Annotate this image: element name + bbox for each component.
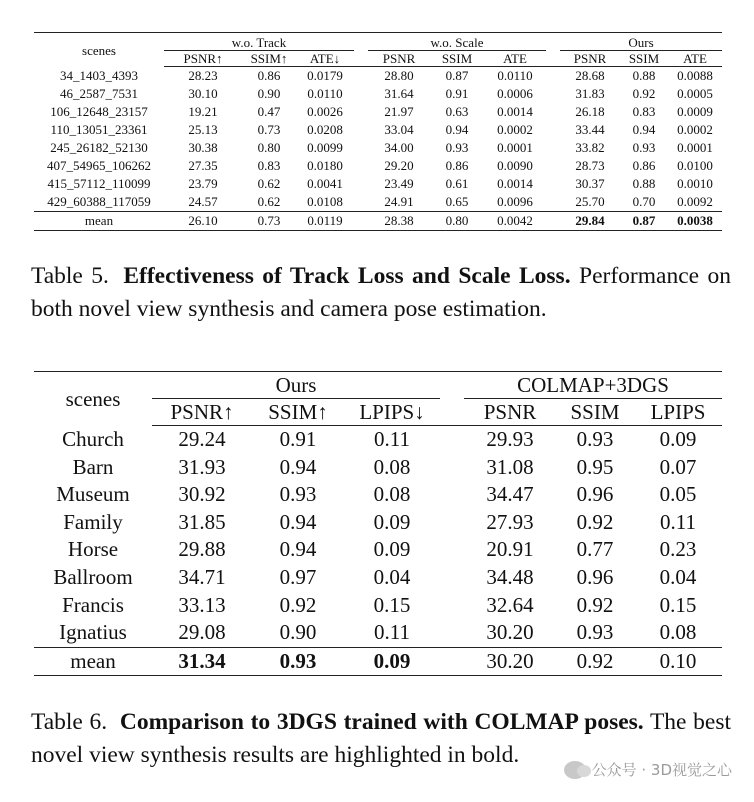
table-cell: 0.91: [279, 427, 317, 451]
table-cell: 0.93: [576, 427, 614, 451]
watermark: [564, 759, 732, 780]
table-cell: 0.09: [373, 537, 411, 562]
table6-mean-row: [34, 647, 722, 676]
table-row: [34, 619, 722, 647]
table-cell: 0.09: [373, 509, 411, 534]
scene-name-cell: Church: [62, 426, 124, 451]
table-cell: 0.93: [576, 620, 614, 645]
table-cell: 0.11: [660, 509, 696, 534]
table-cell: 0.96: [576, 564, 614, 589]
table-cell: 25.70: [575, 194, 605, 209]
table-cell-best: 0.0038: [668, 212, 722, 231]
table-cell: 21.97: [384, 104, 414, 119]
table-cell: 0.70: [632, 194, 656, 209]
table-cell: 28.23: [188, 68, 218, 83]
caption-title: Effectiveness of Track Loss and Scale Loss.: [123, 263, 571, 289]
table-cell: 0.0009: [677, 104, 713, 119]
table5-group-header: w.o. Track: [164, 33, 354, 51]
table-cell: 0.92: [576, 592, 614, 617]
table-cell: 27.93: [486, 509, 534, 534]
table-row: [34, 157, 722, 175]
table6-subheader: LPIPS↓: [344, 399, 440, 426]
table-cell: 0.62: [257, 194, 281, 209]
table-cell-best: 0.87: [620, 212, 668, 231]
caption-label: Table 6.: [31, 709, 108, 735]
table-cell: 0.08: [659, 620, 697, 645]
table-cell: 0.92: [556, 647, 634, 676]
scene-name-cell: 46_2587_7531: [60, 86, 138, 101]
table-cell: 0.0110: [497, 68, 533, 83]
table-cell: 0.94: [279, 509, 317, 534]
table-cell: 0.0088: [677, 68, 713, 83]
table-cell: 0.0010: [677, 176, 713, 191]
table-row: [34, 103, 722, 121]
table6-subheader: SSIM↑: [252, 399, 344, 426]
table-cell: 34.48: [486, 564, 534, 589]
table-cell: 29.24: [178, 427, 226, 451]
caption-label: Table 5.: [31, 263, 109, 289]
table-cell: 31.93: [178, 454, 226, 479]
table-cell: 0.0208: [307, 122, 343, 137]
table-cell: 0.08: [373, 482, 411, 507]
table-cell: 0.91: [445, 86, 469, 101]
table-cell: 0.93: [279, 482, 317, 507]
table-row: [34, 121, 722, 139]
table-cell: 0.92: [279, 592, 317, 617]
table-row: [34, 193, 722, 212]
table-cell: 0.88: [632, 176, 656, 191]
table-row: [34, 592, 722, 620]
table-cell: 0.11: [374, 427, 410, 451]
table-cell: 0.94: [632, 122, 656, 137]
table-cell: 19.21: [188, 104, 218, 119]
table-cell: 0.97: [279, 564, 317, 589]
table5-caption: [31, 260, 731, 326]
table-cell: 0.0002: [677, 122, 713, 137]
table-cell: 0.0119: [296, 212, 354, 231]
table-cell: 0.0096: [497, 194, 533, 209]
table-cell: 26.18: [575, 104, 605, 119]
table5-subheader: SSIM: [430, 51, 484, 67]
table6-subheader: PSNR↑: [152, 399, 252, 426]
table-cell: 0.0041: [307, 176, 343, 191]
scene-name-cell: 245_26182_52130: [50, 140, 148, 155]
table-cell-best: 0.09: [344, 647, 440, 676]
table-cell: 28.73: [575, 158, 605, 173]
table6-subheader: LPIPS: [634, 399, 722, 426]
table-cell: 0.95: [576, 454, 614, 479]
table-cell: 0.07: [659, 454, 697, 479]
table-row: [34, 536, 722, 564]
table-cell: 20.91: [486, 537, 534, 562]
table-row: [34, 85, 722, 103]
table5-subheader: PSNR: [368, 51, 430, 67]
scene-name-cell: 407_54965_106262: [47, 158, 151, 173]
table-cell-best: 0.93: [252, 647, 344, 676]
table-cell: 0.09: [659, 427, 697, 451]
table-cell: 0.0026: [307, 104, 343, 119]
table-cell: 0.0110: [307, 86, 343, 101]
table-cell: 0.15: [659, 592, 697, 617]
table-cell: 0.61: [445, 176, 469, 191]
table-cell-best: 29.84: [560, 212, 620, 231]
table-row: [34, 454, 722, 482]
table-cell: 0.11: [374, 620, 410, 645]
table-cell: 0.86: [257, 68, 281, 83]
table-cell: 30.20: [486, 620, 534, 645]
table5-subheader: PSNR: [560, 51, 620, 67]
table-cell: 0.88: [632, 68, 656, 83]
table-cell: 0.94: [279, 537, 317, 562]
scene-name-cell: 34_1403_4393: [60, 67, 138, 83]
table-cell: 0.73: [257, 122, 281, 137]
table-cell: 30.10: [188, 86, 218, 101]
table5-subheader: PSNR↑: [164, 51, 242, 67]
table-cell: 0.0002: [497, 122, 533, 137]
table-cell: 0.0042: [484, 212, 546, 231]
table-row: [34, 481, 722, 509]
table5-mean-row: [34, 212, 722, 231]
table-cell: 32.64: [486, 592, 534, 617]
table-cell: 0.80: [257, 140, 281, 155]
table-cell: 0.0006: [497, 86, 533, 101]
table-cell: 0.87: [445, 68, 469, 83]
table-cell: 31.83: [575, 86, 605, 101]
table-cell: 0.86: [632, 158, 656, 173]
table-cell: 29.93: [486, 427, 534, 451]
table-row: [34, 564, 722, 592]
table-5: [34, 32, 722, 231]
scene-name-cell: Ballroom: [53, 564, 133, 589]
table-row: [34, 175, 722, 193]
table-cell: 24.91: [384, 194, 414, 209]
watermark-text: 公众号 · 3D视觉之心: [591, 761, 732, 779]
table-cell: 0.0099: [307, 140, 343, 155]
table5-subheader: ATE: [668, 51, 722, 67]
table-cell: 24.57: [188, 194, 218, 209]
scene-name-cell: Francis: [62, 592, 124, 617]
table-cell: 0.73: [242, 212, 296, 231]
table-cell: 31.85: [178, 509, 226, 534]
table6-group-header: COLMAP+3DGS: [464, 372, 722, 399]
table-cell: 0.93: [632, 140, 656, 155]
table-cell: 0.0014: [497, 104, 533, 119]
table-cell: 33.13: [178, 592, 226, 617]
table-cell: 0.0100: [677, 158, 713, 173]
table-cell: 0.83: [632, 104, 656, 119]
table-cell: 0.04: [659, 564, 697, 589]
caption-text: Performance on both novel view synthesis and camera pose estimation.: [31, 263, 732, 322]
table-cell: 30.37: [575, 176, 605, 191]
table-cell: 29.88: [178, 537, 226, 562]
table-cell: 30.38: [188, 140, 218, 155]
scene-name-cell: Ignatius: [59, 620, 127, 645]
table-cell: 0.0001: [497, 140, 533, 155]
table-cell: 0.05: [659, 482, 697, 507]
table-cell: 0.94: [445, 122, 469, 137]
table-cell: 0.93: [445, 140, 469, 155]
table-cell: 0.63: [445, 104, 469, 119]
table-cell: 30.20: [464, 647, 556, 676]
scene-name-cell: Barn: [72, 454, 114, 479]
table-cell: 28.80: [384, 68, 414, 83]
table6-subheader: SSIM: [556, 399, 634, 426]
scene-name-cell: Museum: [56, 482, 130, 507]
table-cell: mean: [34, 647, 152, 676]
table-cell: 33.82: [575, 140, 605, 155]
table-cell: 0.0179: [307, 68, 343, 83]
table-cell: 29.20: [384, 158, 414, 173]
table5-group-header: w.o. Scale: [368, 33, 546, 51]
caption-title: Comparison to 3DGS trained with COLMAP poses.: [119, 709, 644, 735]
table5-subheader: SSIM: [620, 51, 668, 67]
table-cell: 0.0092: [677, 194, 713, 209]
table-cell: 0.80: [430, 212, 484, 231]
table-cell: 0.08: [373, 454, 411, 479]
table-cell: 0.23: [659, 537, 697, 562]
table-row: [34, 509, 722, 537]
table-row: [34, 426, 722, 454]
table-6: [34, 371, 722, 676]
table-cell: 0.15: [373, 592, 411, 617]
table-cell: 34.47: [486, 482, 534, 507]
table-cell: 0.0014: [497, 176, 533, 191]
table-cell: 0.47: [257, 104, 281, 119]
table-cell: 33.04: [384, 122, 414, 137]
table5-subheader: SSIM↑: [242, 51, 296, 67]
table-cell: 33.44: [575, 122, 605, 137]
table-cell: 0.62: [257, 176, 281, 191]
table-cell: 31.08: [486, 454, 534, 479]
table-cell-best: 31.34: [152, 647, 252, 676]
table-cell: 0.0090: [497, 158, 533, 173]
table-cell: 34.00: [384, 140, 414, 155]
table-cell: 0.92: [632, 86, 656, 101]
scene-name-cell: 429_60388_117059: [47, 194, 151, 209]
scene-name-cell: Horse: [67, 537, 119, 562]
table-cell: 0.0108: [307, 194, 343, 209]
caption-text: The best novel view synthesis results are highlighted in bold.: [31, 709, 732, 768]
scene-name-cell: 110_13051_23361: [50, 122, 148, 137]
table-cell: 23.49: [384, 176, 414, 191]
table-cell: 0.92: [576, 509, 614, 534]
table-row: [34, 139, 722, 157]
scene-name-cell: 415_57112_110099: [47, 176, 151, 191]
table-cell: 31.64: [384, 86, 414, 101]
table-cell: 27.35: [188, 158, 218, 173]
table-cell: 0.90: [257, 86, 281, 101]
table5-subheader: ATE: [484, 51, 546, 67]
table6-scenes-header: scenes: [65, 386, 121, 411]
table-cell: 30.92: [178, 482, 226, 507]
table-cell: 23.79: [188, 176, 218, 191]
table-cell: 0.65: [445, 194, 469, 209]
table-cell: 0.94: [279, 454, 317, 479]
table-cell: 0.83: [257, 158, 281, 173]
table-cell: 29.08: [178, 620, 226, 645]
table-cell: 0.96: [576, 482, 614, 507]
table-cell: 0.0001: [677, 140, 713, 155]
table6-subheader: PSNR: [464, 399, 556, 426]
table5-scenes-header: scenes: [82, 43, 116, 59]
table-cell: 0.90: [279, 620, 317, 645]
table-cell: 0.0005: [677, 86, 713, 101]
table-cell: 28.38: [368, 212, 430, 231]
scene-name-cell: Family: [63, 509, 123, 534]
table-cell: 0.04: [373, 564, 411, 589]
table5-subheader: ATE↓: [296, 51, 354, 67]
table-cell: 0.0180: [307, 158, 343, 173]
table-cell: 0.77: [576, 537, 614, 562]
table5-group-header: Ours: [560, 33, 722, 51]
table-row: [34, 67, 722, 86]
table-cell: mean: [34, 212, 164, 231]
table-cell: 34.71: [178, 564, 226, 589]
table6-group-header: Ours: [152, 372, 440, 399]
wechat-icon: [564, 761, 586, 779]
scene-name-cell: 106_12648_23157: [50, 104, 148, 119]
table-cell: 28.68: [575, 68, 605, 83]
table-cell: 0.86: [445, 158, 469, 173]
table-cell: 26.10: [164, 212, 242, 231]
table-cell: 25.13: [188, 122, 218, 137]
table-cell: 0.10: [634, 647, 722, 676]
